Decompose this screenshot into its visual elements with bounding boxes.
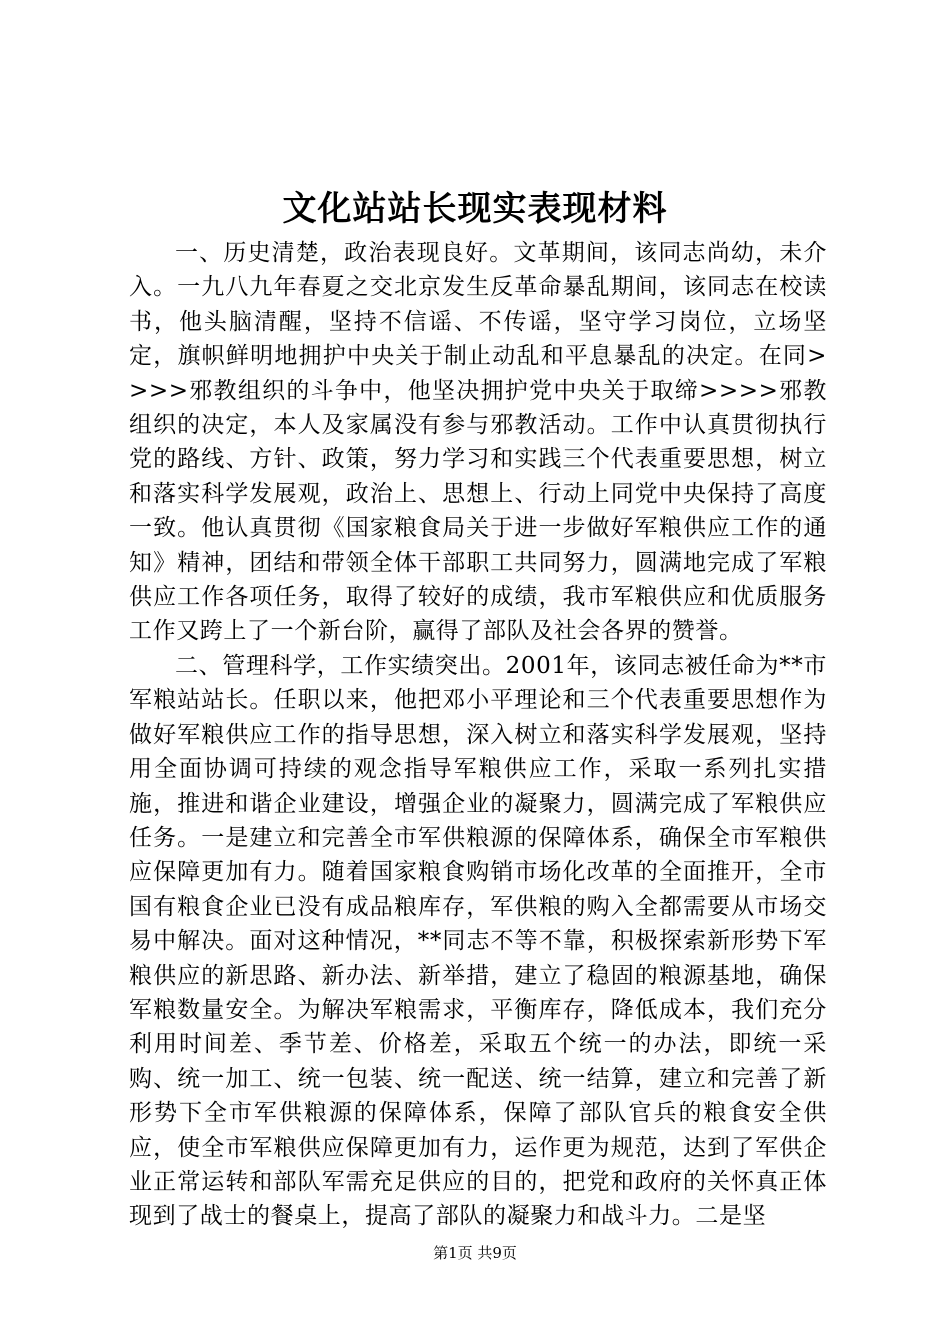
paragraph-1: 一、历史清楚，政治表现良好。文革期间，该同志尚幼，未介入。一九八九年春夏之交北京发生反革命暴乱期间，该同志在校读书，他头脑清醒，坚持不信谣、不传谣，坚守学习岗位，立场坚定，旗帜鲜明地拥护中央关于制止动乱和平息暴乱的决定。在同>>>>邪教组织的斗争中，他坚决拥护党中央关于取缔>>>>邪教组织的决定，本人及家属没有参与邪教活动。工作中认真贯彻执行党的路线、方针、政策，努力学习和实践三个代表重要思想，树立和落实科学发展观，政治上、思想上、行动上同党中央保持了高度一致。他认真贯彻《国家粮食局关于进一步做好军粮供应工作的通知》精神，团结和带领全体干部职工共同努力，圆满地完成了军粮供应工作各项任务，取得了较好的成绩，我市军粮供应和优质服务工作又跨上了一个新台阶，赢得了部队及社会各界的赞誉。 [129, 240, 827, 645]
page-number-footer: 第1页 共9页 [433, 1244, 517, 1262]
paragraph-2: 二、管理科学，工作实绩突出。2001年，该同志被任命为**市军粮站站长。任职以来，他把邓小平理论和三个代表重要思想作为做好军粮供应工作的指导思想，深入树立和落实科学发展观，坚持用全面协调可持续的观念指导军粮供应工作，采取一系列扎实措施，推进和谐企业建设，增强企业的凝聚力，圆满完成了军粮供应任务。一是建立和完善全市军供粮源的保障体系，确保全市军粮供应保障更加有力。随着国家粮食购销市场化改革的全面推开，全市国有粮食企业已没有成品粮库存，军供粮的购入全都需要从市场交易中解决。面对这种情况，**同志不等不靠，积极探索新形势下军粮供应的新思路、新办法、新举措，建立了稳固的粮源基地，确保军粮数量安全。为解决军粮需求，平衡库存，降低成本，我们充分利用时间差、季节差、价格差，采取五个统一的办法，即统一采购、统一加工、统一包装、统一配送、统一结算，建立和完善了新形势下全市军供粮源的保障体系，保障了部队官兵的粮食安全供应，使全市军粮供应保障更加有力，运作更为规范，达到了军供企业正常运转和部队军需充足供应的目的，把党和政府的关怀真正体现到了战士的餐桌上，提高了部队的凝聚力和战斗力。二是坚 [129, 652, 827, 1230]
document-body [129, 236, 827, 1234]
document-title: 文化站站长现实表现材料 [282, 189, 668, 229]
